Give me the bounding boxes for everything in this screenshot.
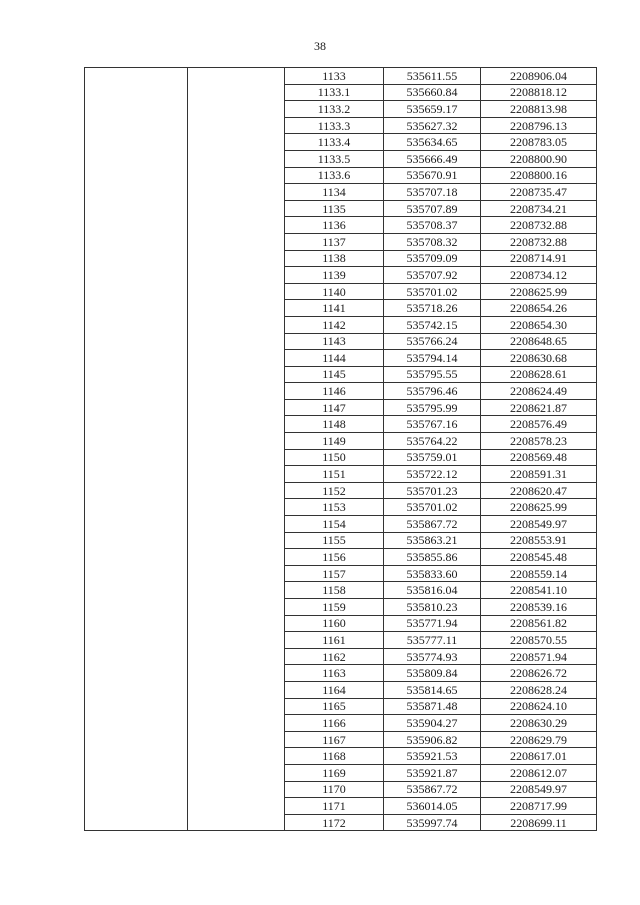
x-coordinate-cell: 535708.32 [384,233,481,250]
y-coordinate-cell: 2208648.65 [481,333,597,350]
y-coordinate-cell: 2208576.49 [481,416,597,433]
blank-cell-column-2 [188,68,285,831]
y-coordinate-cell: 2208549.97 [481,781,597,798]
x-coordinate-cell: 535767.16 [384,416,481,433]
point-number-cell: 1133.2 [285,101,384,118]
x-coordinate-cell: 535796.46 [384,383,481,400]
point-number-cell: 1157 [285,565,384,582]
point-number-cell: 1166 [285,715,384,732]
coordinate-table-body [85,68,597,831]
point-number-cell: 1133.4 [285,134,384,151]
x-coordinate-cell: 535670.91 [384,167,481,184]
point-number-cell: 1140 [285,283,384,300]
x-coordinate-cell: 535659.17 [384,101,481,118]
x-coordinate-cell: 535707.89 [384,200,481,217]
point-number-cell: 1133 [285,68,384,85]
point-number-cell: 1152 [285,482,384,499]
point-number-cell: 1163 [285,665,384,682]
point-number-cell: 1153 [285,499,384,516]
point-number-cell: 1172 [285,814,384,831]
point-number-cell: 1158 [285,582,384,599]
point-number-cell: 1167 [285,731,384,748]
y-coordinate-cell: 2208717.99 [481,798,597,815]
y-coordinate-cell: 2208714.91 [481,250,597,267]
y-coordinate-cell: 2208699.11 [481,814,597,831]
point-number-cell: 1149 [285,433,384,450]
point-number-cell: 1145 [285,366,384,383]
y-coordinate-cell: 2208735.47 [481,184,597,201]
y-coordinate-cell: 2208629.79 [481,731,597,748]
point-number-cell: 1133.5 [285,150,384,167]
x-coordinate-cell: 535701.23 [384,482,481,499]
point-number-cell: 1162 [285,648,384,665]
coordinate-table [84,67,597,831]
x-coordinate-cell: 535810.23 [384,599,481,616]
table-row [85,68,597,85]
x-coordinate-cell: 535766.24 [384,333,481,350]
point-number-cell: 1151 [285,466,384,483]
y-coordinate-cell: 2208628.24 [481,681,597,698]
point-number-cell: 1136 [285,217,384,234]
x-coordinate-cell: 535871.48 [384,698,481,715]
y-coordinate-cell: 2208800.16 [481,167,597,184]
point-number-cell: 1141 [285,300,384,317]
point-number-cell: 1171 [285,798,384,815]
y-coordinate-cell: 2208732.88 [481,233,597,250]
point-number-cell: 1133.1 [285,84,384,101]
point-number-cell: 1164 [285,681,384,698]
y-coordinate-cell: 2208545.48 [481,549,597,566]
y-coordinate-cell: 2208624.49 [481,383,597,400]
blank-cell-column-1 [85,68,188,831]
x-coordinate-cell: 535997.74 [384,814,481,831]
x-coordinate-cell: 535906.82 [384,731,481,748]
y-coordinate-cell: 2208654.26 [481,300,597,317]
x-coordinate-cell: 535794.14 [384,350,481,367]
point-number-cell: 1135 [285,200,384,217]
x-coordinate-cell: 535921.87 [384,764,481,781]
x-coordinate-cell: 535863.21 [384,532,481,549]
x-coordinate-cell: 535708.37 [384,217,481,234]
y-coordinate-cell: 2208625.99 [481,283,597,300]
point-number-cell: 1161 [285,632,384,649]
x-coordinate-cell: 535774.93 [384,648,481,665]
x-coordinate-cell: 535855.86 [384,549,481,566]
x-coordinate-cell: 535833.60 [384,565,481,582]
y-coordinate-cell: 2208734.21 [481,200,597,217]
y-coordinate-cell: 2208630.29 [481,715,597,732]
x-coordinate-cell: 535634.65 [384,134,481,151]
point-number-cell: 1147 [285,399,384,416]
point-number-cell: 1133.6 [285,167,384,184]
y-coordinate-cell: 2208625.99 [481,499,597,516]
x-coordinate-cell: 536014.05 [384,798,481,815]
y-coordinate-cell: 2208796.13 [481,117,597,134]
x-coordinate-cell: 535809.84 [384,665,481,682]
y-coordinate-cell: 2208559.14 [481,565,597,582]
y-coordinate-cell: 2208569.48 [481,449,597,466]
x-coordinate-cell: 535777.11 [384,632,481,649]
y-coordinate-cell: 2208612.07 [481,764,597,781]
x-coordinate-cell: 535795.55 [384,366,481,383]
x-coordinate-cell: 535701.02 [384,499,481,516]
point-number-cell: 1155 [285,532,384,549]
y-coordinate-cell: 2208541.10 [481,582,597,599]
point-number-cell: 1142 [285,316,384,333]
point-number-cell: 1165 [285,698,384,715]
x-coordinate-cell: 535759.01 [384,449,481,466]
y-coordinate-cell: 2208654.30 [481,316,597,333]
y-coordinate-cell: 2208734.12 [481,267,597,284]
y-coordinate-cell: 2208620.47 [481,482,597,499]
point-number-cell: 1168 [285,748,384,765]
x-coordinate-cell: 535814.65 [384,681,481,698]
y-coordinate-cell: 2208578.23 [481,433,597,450]
point-number-cell: 1148 [285,416,384,433]
y-coordinate-cell: 2208561.82 [481,615,597,632]
x-coordinate-cell: 535611.55 [384,68,481,85]
x-coordinate-cell: 535722.12 [384,466,481,483]
x-coordinate-cell: 535764.22 [384,433,481,450]
x-coordinate-cell: 535795.99 [384,399,481,416]
point-number-cell: 1138 [285,250,384,267]
x-coordinate-cell: 535666.49 [384,150,481,167]
y-coordinate-cell: 2208539.16 [481,599,597,616]
x-coordinate-cell: 535627.32 [384,117,481,134]
point-number-cell: 1146 [285,383,384,400]
point-number-cell: 1160 [285,615,384,632]
point-number-cell: 1154 [285,516,384,533]
point-number-cell: 1139 [285,267,384,284]
y-coordinate-cell: 2208549.97 [481,516,597,533]
point-number-cell: 1170 [285,781,384,798]
y-coordinate-cell: 2208906.04 [481,68,597,85]
point-number-cell: 1144 [285,350,384,367]
y-coordinate-cell: 2208800.90 [481,150,597,167]
y-coordinate-cell: 2208818.12 [481,84,597,101]
y-coordinate-cell: 2208628.61 [481,366,597,383]
x-coordinate-cell: 535709.09 [384,250,481,267]
x-coordinate-cell: 535660.84 [384,84,481,101]
y-coordinate-cell: 2208553.91 [481,532,597,549]
point-number-cell: 1156 [285,549,384,566]
x-coordinate-cell: 535816.04 [384,582,481,599]
point-number-cell: 1159 [285,599,384,616]
page-number: 38 [314,39,326,53]
point-number-cell: 1169 [285,764,384,781]
x-coordinate-cell: 535904.27 [384,715,481,732]
x-coordinate-cell: 535771.94 [384,615,481,632]
x-coordinate-cell: 535701.02 [384,283,481,300]
point-number-cell: 1137 [285,233,384,250]
y-coordinate-cell: 2208617.01 [481,748,597,765]
y-coordinate-cell: 2208626.72 [481,665,597,682]
x-coordinate-cell: 535707.18 [384,184,481,201]
y-coordinate-cell: 2208732.88 [481,217,597,234]
x-coordinate-cell: 535742.15 [384,316,481,333]
y-coordinate-cell: 2208621.87 [481,399,597,416]
point-number-cell: 1134 [285,184,384,201]
point-number-cell: 1150 [285,449,384,466]
x-coordinate-cell: 535921.53 [384,748,481,765]
y-coordinate-cell: 2208591.31 [481,466,597,483]
y-coordinate-cell: 2208813.98 [481,101,597,118]
y-coordinate-cell: 2208783.05 [481,134,597,151]
y-coordinate-cell: 2208630.68 [481,350,597,367]
y-coordinate-cell: 2208624.10 [481,698,597,715]
x-coordinate-cell: 535718.26 [384,300,481,317]
y-coordinate-cell: 2208571.94 [481,648,597,665]
x-coordinate-cell: 535867.72 [384,781,481,798]
point-number-cell: 1133.3 [285,117,384,134]
x-coordinate-cell: 535707.92 [384,267,481,284]
y-coordinate-cell: 2208570.55 [481,632,597,649]
point-number-cell: 1143 [285,333,384,350]
x-coordinate-cell: 535867.72 [384,516,481,533]
